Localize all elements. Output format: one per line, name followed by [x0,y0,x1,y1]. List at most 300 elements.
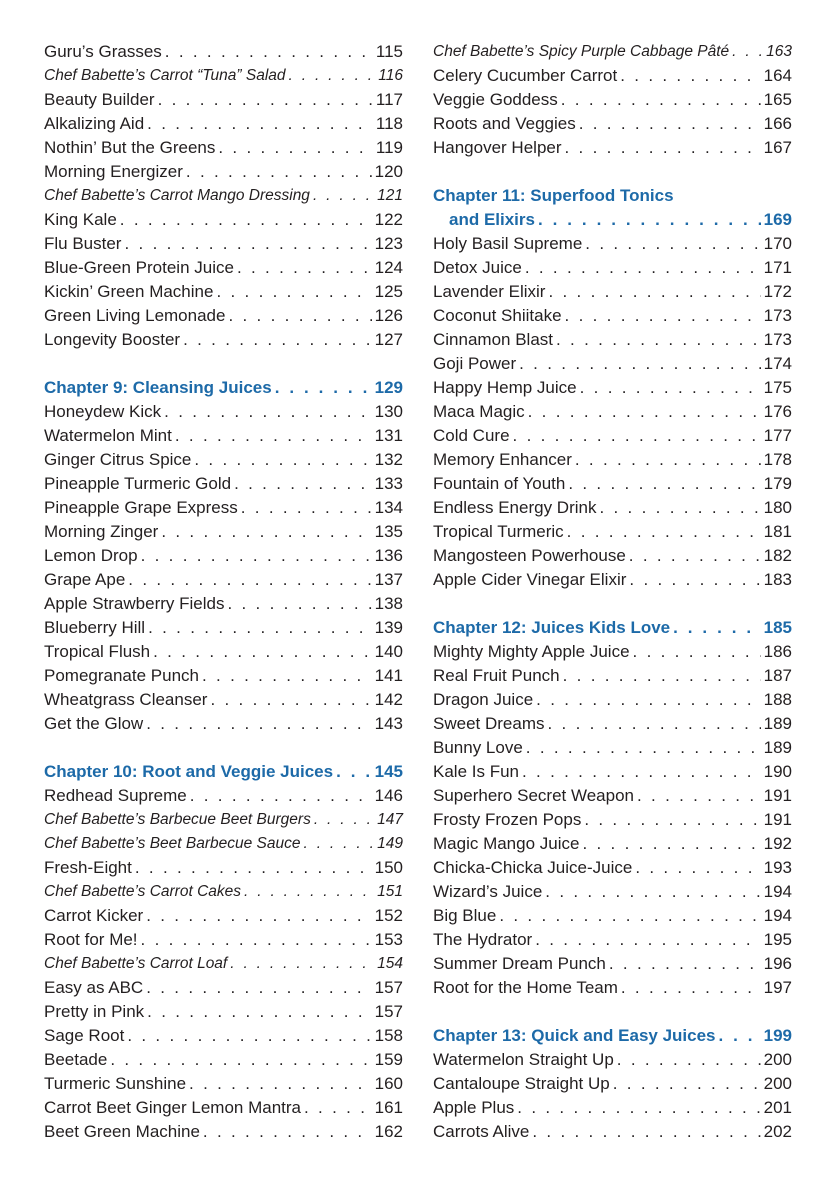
toc-entry [44,1024,403,1048]
dot-leader [304,1096,372,1120]
toc-entry [44,544,403,568]
toc-entry-title: Beet Green Machine [44,1122,200,1141]
toc-left-column [44,40,403,1144]
toc-entry-page-number: 162 [374,1122,403,1141]
toc-entry-title: Happy Hemp Juice [433,378,577,397]
toc-entry-title: Cantaloupe Straight Up [433,1074,610,1093]
toc-recipe-entry [44,64,403,88]
dot-leader [579,112,761,136]
dot-leader [216,280,371,304]
dot-leader [147,112,373,136]
toc-entry [433,760,792,784]
dot-leader [556,328,761,352]
toc-entry-page-number: 135 [374,522,403,541]
toc-entry-page-number: 151 [377,883,403,900]
toc-entry [44,1048,403,1072]
dot-leader [621,976,761,1000]
toc-entry-page-number: 174 [763,354,792,373]
toc-entry [44,136,403,160]
dot-leader [673,616,760,640]
dot-leader [517,1096,760,1120]
toc-entry-title: Memory Enhancer [433,450,572,469]
toc-entry-title: Veggie Goddess [433,90,558,109]
toc-entry [433,736,792,760]
toc-entry [44,568,403,592]
toc-entry [433,544,792,568]
toc-entry-page-number: 147 [377,811,403,828]
dot-leader [228,304,371,328]
toc-entry [433,232,792,256]
toc-entry-title: Fountain of Youth [433,474,566,493]
dot-leader [153,640,371,664]
toc-entry-title: Turmeric Sunshine [44,1074,187,1093]
dot-leader [175,424,372,448]
toc-entry [44,160,403,184]
toc-entry-page-number: 202 [763,1122,792,1141]
toc-entry-page-number: 122 [374,210,403,229]
dot-leader [183,328,372,352]
toc-entry [433,1048,792,1072]
dot-leader [275,376,372,400]
dot-leader [241,496,372,520]
dot-leader [189,1072,372,1096]
dot-leader [336,760,372,784]
toc-entry [433,664,792,688]
toc-entry-page-number: 139 [374,618,403,637]
toc-entry [44,688,403,712]
toc-entry [433,136,792,160]
toc-entry [433,856,792,880]
section-spacer [433,592,792,616]
toc-entry [433,112,792,136]
toc-entry-page-number: 199 [763,1026,792,1045]
dot-leader [499,904,760,928]
toc-entry-page-number: 186 [763,642,792,661]
toc-entry-page-number: 141 [374,666,403,685]
toc-entry [433,64,792,88]
toc-entry-page-number: 150 [374,858,403,877]
toc-entry-page-number: 157 [374,1002,403,1021]
section-spacer [44,736,403,760]
toc-entry-title: Chef Babette’s Beet Barbecue Sauce [44,835,301,852]
toc-entry-title: Chapter 11: Superfood Tonics [433,186,674,205]
toc-entry-title: Flu Buster [44,234,122,253]
toc-entry [433,808,792,832]
toc-entry-title: Get the Glow [44,714,144,733]
toc-entry-title: Bunny Love [433,738,523,757]
toc-entry-page-number: 118 [375,114,403,133]
toc-entry [44,1120,403,1144]
toc-entry [44,976,403,1000]
toc-entry-title: Real Fruit Punch [433,666,560,685]
dot-leader [141,928,372,952]
toc-entry-title: Tropical Turmeric [433,522,564,541]
toc-entry [44,1072,403,1096]
toc-entry-title: Dragon Juice [433,690,534,709]
toc-recipe-entry [44,808,403,832]
toc-entry-title: Nothin’ But the Greens [44,138,216,157]
toc-entry-title: Redhead Supreme [44,786,187,805]
toc-entry-title: and Elixirs [449,210,535,229]
toc-entry-page-number: 189 [763,738,792,757]
toc-entry-title: Chef Babette’s Carrot Mango Dressing [44,187,310,204]
toc-entry-title: Chef Babette’s Barbecue Beet Burgers [44,811,311,828]
toc-entry [433,352,792,376]
dot-leader [218,136,373,160]
toc-entry-page-number: 143 [374,714,403,733]
toc-entry-page-number: 117 [375,90,403,109]
dot-leader [563,664,761,688]
toc-entry-page-number: 194 [763,882,792,901]
toc-entry [44,520,403,544]
toc-entry [44,616,403,640]
toc-entry-page-number: 173 [763,330,792,349]
toc-entry-title: Longevity Booster [44,330,181,349]
dot-leader [535,928,760,952]
dot-leader [528,400,761,424]
toc-entry-title: Kale Is Fun [433,762,519,781]
toc-entry-page-number: 116 [378,67,403,84]
toc-entry [44,856,403,880]
toc-entry [44,592,403,616]
toc-entry-page-number: 187 [763,666,792,685]
toc-entry-page-number: 196 [763,954,792,973]
dot-leader [313,184,374,208]
dot-leader [513,424,761,448]
toc-entry-page-number: 123 [374,234,403,253]
toc-chapter-heading [433,1024,792,1048]
toc-entry-title: Carrots Alive [433,1122,530,1141]
toc-entry-page-number: 178 [763,450,792,469]
toc-entry-title: Holy Basil Supreme [433,234,583,253]
toc-entry-page-number: 165 [763,90,792,109]
toc-entry-page-number: 189 [763,714,792,733]
toc-entry-title: Hangover Helper [433,138,562,157]
toc-entry-title: Ginger Citrus Spice [44,450,192,469]
toc-entry-title: Lemon Drop [44,546,138,565]
dot-leader [127,1024,371,1048]
dot-leader [620,64,760,88]
toc-entry [44,304,403,328]
toc-entry-title: Watermelon Straight Up [433,1050,614,1069]
toc-entry [44,664,403,688]
dot-leader [146,904,371,928]
toc-chapter-heading [44,376,403,400]
toc-entry-page-number: 193 [763,858,792,877]
dot-leader [613,1072,761,1096]
toc-entry-page-number: 177 [763,426,792,445]
toc-entry [433,88,792,112]
toc-entry [44,232,403,256]
toc-entry-page-number: 179 [763,474,792,493]
dot-leader [230,952,374,976]
toc-entry-title: The Hydrator [433,930,533,949]
toc-entry-title: Big Blue [433,906,497,925]
toc-chapter-heading [433,616,792,640]
toc-entry-title: Frosty Frozen Pops [433,810,582,829]
toc-entry-title: Chef Babette’s Carrot Cakes [44,883,242,900]
toc-entry [44,88,403,112]
toc-entry-page-number: 182 [763,546,792,565]
toc-entry-page-number: 192 [763,834,792,853]
toc-entry-page-number: 138 [374,594,403,613]
toc-entry [433,424,792,448]
dot-leader [568,472,760,496]
toc-entry-title: Mangosteen Powerhouse [433,546,626,565]
toc-entry-page-number: 126 [374,306,403,325]
toc-entry [433,880,792,904]
toc-entry-page-number: 171 [763,258,792,277]
toc-entry [433,928,792,952]
toc-entry [433,304,792,328]
dot-leader [237,256,372,280]
toc-entry-page-number: 129 [374,378,403,397]
toc-entry-title: Honeydew Kick [44,402,162,421]
toc-entry-page-number: 200 [763,1074,792,1093]
dot-leader [565,136,761,160]
toc-entry [433,520,792,544]
toc-entry [433,280,792,304]
dot-leader [525,256,761,280]
dot-leader [161,520,371,544]
dot-leader [148,616,372,640]
toc-entry-page-number: 145 [374,762,403,781]
toc-entry [44,1096,403,1120]
dot-leader [304,832,375,856]
dot-leader [110,1048,371,1072]
toc-entry-page-number: 170 [763,234,792,253]
toc-entry [44,472,403,496]
toc-entry-page-number: 169 [763,210,792,229]
toc-entry-page-number: 181 [763,522,792,541]
dot-leader [164,400,371,424]
toc-entry-page-number: 166 [763,114,792,133]
toc-entry-title: Apple Cider Vinegar Elixir [433,570,627,589]
toc-entry-page-number: 149 [377,835,403,852]
toc-entry-page-number: 130 [374,402,403,421]
toc-entry-page-number: 191 [763,810,792,829]
toc-entry-title: Pomegranate Punch [44,666,199,685]
dot-leader [732,40,763,64]
dot-leader [120,208,372,232]
toc-entry [44,40,403,64]
toc-entry-page-number: 201 [763,1098,792,1117]
toc-entry [433,496,792,520]
toc-entry [433,256,792,280]
toc-entry [433,784,792,808]
dot-leader [609,952,761,976]
toc-entry-title: Blue-Green Protein Juice [44,258,234,277]
toc-entry-title: Sage Root [44,1026,125,1045]
dot-leader [599,496,760,520]
dot-leader [526,736,761,760]
toc-entry-title: Kickin’ Green Machine [44,282,214,301]
toc-entry-page-number: 133 [374,474,403,493]
toc-entry [433,712,792,736]
toc-entry-page-number: 180 [763,498,792,517]
toc-entry-page-number: 200 [763,1050,792,1069]
toc-entry-page-number: 136 [374,546,403,565]
toc-entry-title: Blueberry Hill [44,618,146,637]
toc-entry-page-number: 137 [374,570,403,589]
dot-leader [538,208,761,232]
dot-leader [128,568,371,592]
toc-entry-title: Superhero Secret Weapon [433,786,634,805]
toc-entry [433,1120,792,1144]
toc-recipe-entry [433,40,792,64]
dot-leader [635,856,760,880]
toc-entry-title: Root for Me! [44,930,138,949]
toc-entry [433,400,792,424]
toc-entry-page-number: 152 [374,906,403,925]
toc-entry-page-number: 125 [374,282,403,301]
toc-entry [433,976,792,1000]
dot-leader [532,1120,760,1144]
toc-entry-page-number: 172 [763,282,792,301]
toc-entry-title: Celery Cucumber Carrot [433,66,618,85]
dot-leader [633,640,761,664]
toc-entry-title: Pretty in Pink [44,1002,145,1021]
toc-entry [44,1000,403,1024]
toc-entry-title: Chef Babette’s Carrot “Tuna” Salad [44,67,286,84]
toc-entry-page-number: 153 [374,930,403,949]
toc-entry-title: Chapter 10: Root and Veggie Juices [44,762,334,781]
toc-entry-title: Magic Mango Juice [433,834,580,853]
toc-entry-title: Sweet Dreams [433,714,545,733]
toc-recipe-entry [44,880,403,904]
dot-leader [158,88,373,112]
toc-entry-title: Chapter 9: Cleansing Juices [44,378,272,397]
toc-entry-title: Mighty Mighty Apple Juice [433,642,630,661]
dot-leader [719,1024,761,1048]
toc-entry [433,640,792,664]
dot-leader [519,352,760,376]
toc-entry-title: Chicka-Chicka Juice-Juice [433,858,633,877]
toc-entry [433,832,792,856]
toc-entry-title: Detox Juice [433,258,522,277]
dot-leader [227,592,371,616]
toc-entry [44,928,403,952]
toc-recipe-entry [44,184,403,208]
toc-entry-page-number: 173 [763,306,792,325]
toc-entry [44,208,403,232]
toc-entry-page-number: 160 [374,1074,403,1093]
dot-leader [194,448,371,472]
dot-leader [147,1000,371,1024]
section-spacer [433,160,792,184]
toc-entry-title: Chef Babette’s Spicy Purple Cabbage Pâté [433,43,730,60]
dot-leader [186,160,372,184]
toc-entry [44,280,403,304]
toc-entry [433,448,792,472]
toc-entry-page-number: 119 [375,138,403,157]
toc-entry [44,496,403,520]
toc-entry-page-number: 164 [763,66,792,85]
toc-entry-page-number: 190 [763,762,792,781]
toc-entry [44,712,403,736]
toc-entry-page-number: 158 [374,1026,403,1045]
dot-leader [190,784,372,808]
toc-entry-title: Grape Ape [44,570,126,589]
toc-entry-title: Watermelon Mint [44,426,172,445]
toc-chapter-heading [44,760,403,784]
dot-leader [629,568,760,592]
toc-entry-page-number: 167 [763,138,792,157]
toc-entry-title: Guru’s Grasses [44,42,162,61]
toc-entry [44,112,403,136]
dot-leader [617,1048,761,1072]
toc-entry-page-number: 121 [377,187,403,204]
toc-entry [44,448,403,472]
section-spacer [44,352,403,376]
dot-leader [580,376,761,400]
toc-entry-title: Goji Power [433,354,517,373]
toc-entry-title: Coconut Shiitake [433,306,562,325]
toc-entry-title: Fresh-Eight [44,858,132,877]
toc-entry [433,376,792,400]
dot-leader [575,448,761,472]
toc-entry-title: King Kale [44,210,117,229]
toc-entry-title: Wheatgrass Cleanser [44,690,208,709]
toc-entry-title: Carrot Kicker [44,906,144,925]
toc-entry-page-number: 185 [763,618,792,637]
toc-entry-page-number: 176 [763,402,792,421]
toc-entry-page-number: 134 [374,498,403,517]
toc-entry-page-number: 146 [374,786,403,805]
dot-leader [567,520,761,544]
toc-entry-title: Summer Dream Punch [433,954,606,973]
toc-entry-page-number: 183 [763,570,792,589]
toc-entry [44,784,403,808]
dot-leader [522,760,761,784]
toc-entry [433,328,792,352]
toc-entry-title: Cinnamon Blast [433,330,554,349]
toc-entry-title: Roots and Veggies [433,114,576,133]
toc-entry-title: Easy as ABC [44,978,144,997]
toc-entry-title: Beauty Builder [44,90,155,109]
toc-entry-page-number: 127 [374,330,403,349]
toc-entry-title: Chapter 12: Juices Kids Love [433,618,671,637]
toc-entry-page-number: 191 [763,786,792,805]
toc-entry-page-number: 142 [374,690,403,709]
toc-entry-page-number: 124 [374,258,403,277]
dot-leader [135,856,372,880]
dot-leader [165,40,373,64]
dot-leader [584,808,760,832]
toc-recipe-entry [44,832,403,856]
toc-entry-title: Carrot Beet Ginger Lemon Mantra [44,1098,302,1117]
dot-leader [210,688,371,712]
toc-entry-page-number: 197 [763,978,792,997]
toc-entry-page-number: 131 [374,426,403,445]
toc-entry-title: Pineapple Grape Express [44,498,238,517]
dot-leader [203,1120,372,1144]
toc-entry-title: Morning Energizer [44,162,183,181]
toc-entry-title: Tropical Flush [44,642,151,661]
dot-leader [289,64,376,88]
toc-entry-page-number: 175 [763,378,792,397]
toc-entry-page-number: 140 [374,642,403,661]
toc-entry-page-number: 163 [766,43,792,60]
toc-entry-page-number: 132 [374,450,403,469]
toc-entry [433,688,792,712]
dot-leader [565,304,761,328]
toc-entry [433,568,792,592]
toc-entry-page-number: 161 [374,1098,403,1117]
toc-entry-page-number: 154 [377,955,403,972]
toc-entry-title: Apple Strawberry Fields [44,594,225,613]
toc-entry-page-number: 194 [763,906,792,925]
